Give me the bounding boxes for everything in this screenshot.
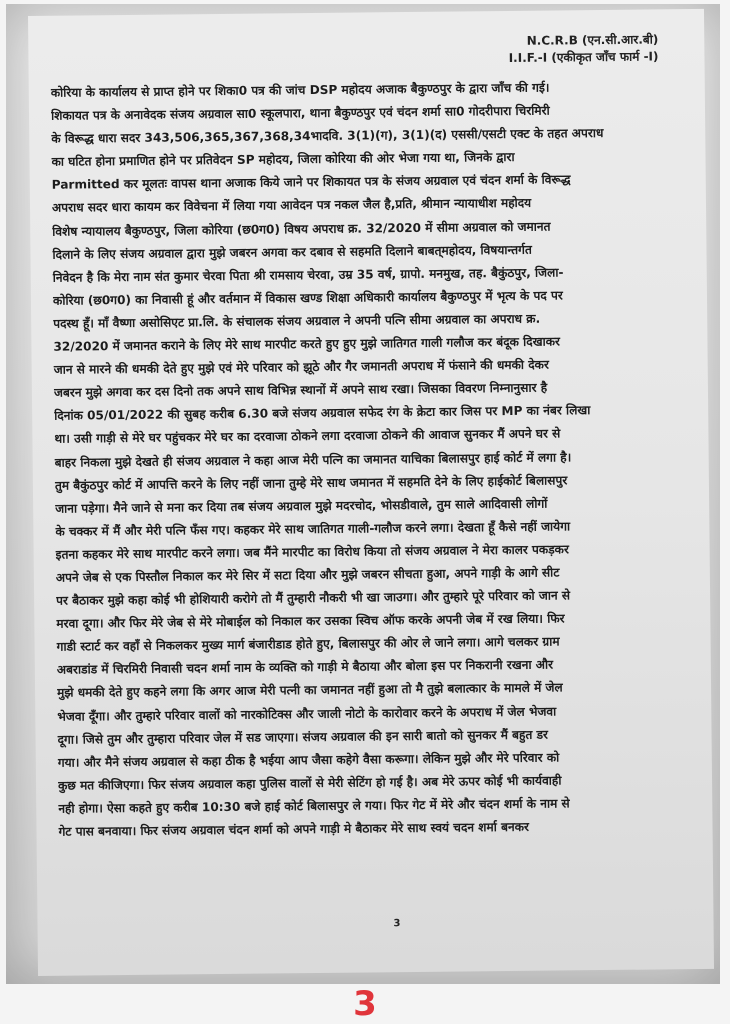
- text-line: मरवा दूगा। और फिर मेरे जेब से मेरे मोबाईल को निकाल कर उसका स्विच ऑफ करके अपनी जेब में रख लिया। फिर: [56, 611, 565, 631]
- text-line: गाडी स्टार्ट कर वहाँ से निकलकर मुख्य मार्ग बंजारीडाड होते हुए, बिलासपुर की ओर ले जाने लगा। आगे चलकर ग्राम: [56, 634, 560, 654]
- text-line: जाना पड़ेगा। मैने जाने से मना कर दिया तब संजय अग्रवाल मुझे मदरचोद, भोसडीवाले, तुम साले आदिवासी लोगों: [55, 496, 548, 516]
- text-line: था। उसी गाड़ी से मेरे घर पहुंचकर मेरे घर का दरवाजा ठोकने लगा दरवाजा ठोकने की आवाज सुनकर मैं अपने घर से: [54, 426, 561, 447]
- document-page: [28, 9, 714, 976]
- text-line: गया। और मैने संजय अग्रवाल से कहा ठीक है भईया आप जैसा कहेगे वैसा करूगा। लेकिन मुझे और मेरे परिवार को: [57, 750, 560, 770]
- text-line: का घटित होना प्रमाणित होने पर प्रतिवेदन SP महोदय, जिला कोरिया की ओर भेजा गया था, जिनके द्वारा: [51, 150, 515, 170]
- text-line: गेट पास बनवाया। फिर संजय अग्रवाल चंदन शर्मा को अपने गाड़ी मे बैठाकर मेरे साथ स्वयं चदन शर्मा बनकर: [58, 819, 529, 839]
- text-line: कोरिया के कार्यालय से प्राप्त होने पर शिका0 पत्र की जांच DSP महोदय अजाक बैकुण्ठपुर के द्वारा जाँच की गई।: [50, 80, 550, 100]
- text-line: अपराध सदर धारा कायम कर विवेचना में लिया गया आवेदन पत्र नकल जैल है,प्रति, श्रीमान न्यायाधीश महोदय: [51, 196, 532, 216]
- text-line: पदस्थ हूँ। माँ वैष्णा असोसिएट प्रा.लि. के संचालक संजय अग्रवाल ने अपनी पत्नि सीमा अग्रवाल का अपराध क्र.: [53, 311, 541, 331]
- text-line: भेजवा दूँगा। और तुम्हारे परिवार वालों को नारकोटिक्स और जाली नोटो के कारोवार करने के अपराध में जेल भेजवा: [57, 704, 557, 724]
- text-line: कोरिया (छ0ग0) का निवासी हूं और वर्तमान में विकास खण्ड शिक्षा अधिकारी कार्यालय बैकुण्ठपुर में भृत्य के पद पर: [52, 288, 563, 308]
- text-line: जान से मारने की धमकी देते हुए मुझे एवं मेरे परिवार को झूठे और गैर जमानती अपराध में फंसाने की धमकी देकर: [53, 357, 549, 377]
- text-line: पर बैठाकर मुझे कहा कोई भी होशियारी करोगे तो मैं तुम्हारी नौकरी भी खा जाउगा। और तुम्हारे पूरे परिवार को जान से: [56, 588, 571, 608]
- page-annotation-number: 3: [353, 984, 377, 1024]
- text-line: 32/2020 में जमानत कराने के लिए मेरे साथ मारपीट करते हुए हुए मुझे जातिगत गाली गलौज कर बंदूक दिखाकर: [53, 334, 560, 354]
- text-line: जबरन मुझे अगवा कर दस दिनो तक अपने साथ विभिन्न स्थानों में अपने साथ रखा। जिसका विवरण निम्नानुसार है: [53, 380, 548, 400]
- text-line: विशेष न्यायालय बैकुण्ठपुर, जिला कोरिया (छ0ग0) विषय अपराध क्र. 32/2020 में सीमा अग्रवाल को जमानत: [52, 219, 551, 239]
- document-body: [51, 76, 631, 844]
- text-line: के चक्कर में मैं और मेरी पत्नि फँस गए। कहकर मेरे साथ जातिगत गाली-गलौज करने लगा। देखता हूँ कैसे नहीं जायेगा: [55, 519, 571, 539]
- text-line: तुम बैकुंठपुर कोर्ट में आपत्ति करने के लिए नहीं जाना तुम्हे मेरे साथ जमानत में सहमति देने के लिए हाईकोर्ट बिलासपुर: [54, 472, 568, 493]
- text-line: दिनांक 05/01/2022 की सुबह करीब 6.30 बजे संजय अग्रवाल सफेद रंग के क्रेटा कार जिस पर MP का नंबर लिखा: [54, 403, 591, 424]
- text-line: अपने जेब से एक पिस्तौल निकाल कर मेरे सिर में सटा दिया और मुझे जबरन सीचता हुआ, अपने गाड़ी के आगे सीट: [55, 565, 560, 585]
- form-header: [508, 31, 658, 67]
- header-ncrb: N.C.R.B (एन.सी.आर.बी): [526, 32, 659, 48]
- text-line: नही होगा। ऐसा कहते हुए करीब 10:30 बजे हाई कोर्ट बिलासपुर ले गया। फिर गेट में मेरे और चंदन शर्मा के नाम से: [58, 796, 570, 816]
- text-line: दिलाने के लिए संजय अग्रवाल द्वारा मुझे जबरन अगवा कर दबाव से सहमति दिलाने बाबत्‌महोदय, विषयान्तर्गत: [52, 242, 532, 262]
- text-line: मुझे धमकी देते हुए कहने लगा कि अगर आज मेरी पत्नी का जमानत नहीं हुआ तो मै तुझे बलात्कार के मामले में जेल: [57, 680, 563, 701]
- text-line: इतना कहकर मेरे साथ मारपीट करने लगा। जब मैंने मारपीट का विरोध किया तो संजय अग्रवाल ने मेरा कालर पकड़कर: [55, 542, 569, 562]
- page-number: 3: [393, 918, 401, 930]
- header-iif: I.I.F.-I (एकीकृत जाँच फार्म -I): [508, 49, 659, 65]
- text-line: शिकायत पत्र के अनावेदक संजय अग्रवाल सा0 स्कूलपारा, थाना बैकुण्ठपुर एवं चंदन शर्मा सा0 गोदरीपारा चिरमिरी: [50, 103, 550, 123]
- document-photo: [6, 4, 720, 984]
- text-line: निवेदन है कि मेरा नाम संत कुमार चेरवा पिता श्री रामसाय चेरवा, उम्र 35 वर्ष, ग्रापो. मनमुख, तह. बैकुंठपुर, जिला-: [52, 265, 564, 285]
- text-line: अबराडांड में चिरमिरी निवासी चदन शर्मा नाम के व्यक्ति को गाड़ी मे बैठाया और बोला इस पर निकरानी रखना और: [56, 657, 554, 678]
- text-line: दूगा। जिसे तुम और तुम्हारा परिवार जेल में सड जाएगा। संजय अग्रवाल की इन सारी बातो को सुनकर मैं बहुत डर: [57, 727, 549, 747]
- text-line: बाहर निकला मुझे देखते ही संजय अग्रवाल ने कहा आज मेरी पत्नि का जमानत याचिका बिलासपुर हाई कोर्ट में लगा है।: [54, 449, 572, 470]
- text-line: कुछ मत कीजिएगा। फिर संजय अग्रवाल कहा पुलिस वालों से मेरी सेटिंग हो गई है। अब मेरे ऊपर कोई भी कार्यवाही: [57, 773, 562, 793]
- text-line: Parmitted कर मूलतः वापस थाना अजाक किये जाने पर शिकायत पत्र के संजय अग्रवाल एवं चंदन शर्मा के विरूद्ध: [51, 172, 571, 193]
- text-line: के विरूद्ध धारा सदर 343,506,365,367,368,34भादवि. 3(1)(ग), 3(1)(द) एससी/एसटी एक्ट के तहत अपराध: [51, 126, 604, 146]
